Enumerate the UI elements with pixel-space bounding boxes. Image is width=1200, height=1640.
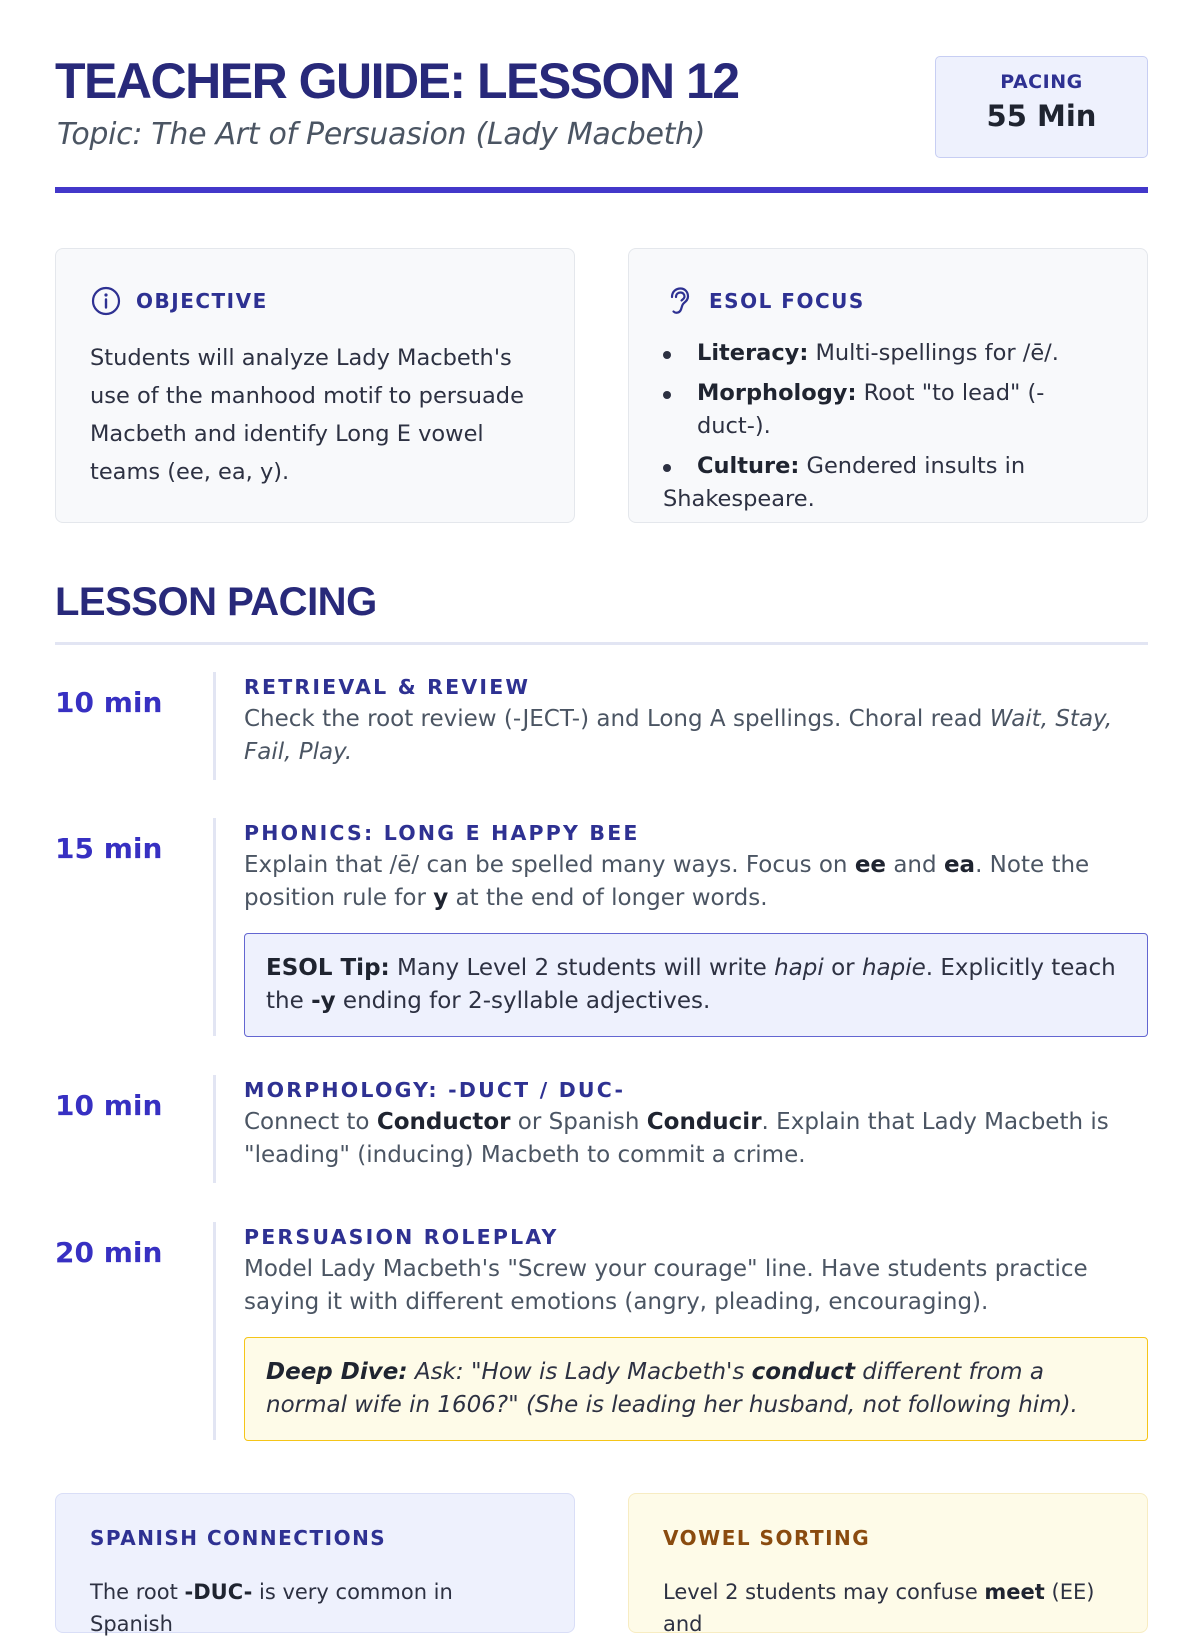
section-divider [55, 642, 1148, 645]
timeline-line [213, 1075, 216, 1183]
step-title: PERSUASION ROLEPLAY [244, 1225, 559, 1249]
spanish-connections-text: The root -DUC- is very common in Spanish [90, 1580, 453, 1636]
pacing-step [55, 1075, 1148, 1183]
deep-dive-callout: Deep Dive: Ask: "How is Lady Macbeth's conduct different from a normal wife in 1606?" (She is leading her husband, not following him). [244, 1337, 1148, 1441]
step-time: 15 min [55, 832, 163, 865]
vowel-sorting-text: Level 2 students may confuse meet (EE) and [663, 1580, 1095, 1636]
pacing-badge [935, 56, 1148, 158]
bullet [663, 351, 671, 359]
pacing-step [55, 1222, 1148, 1440]
bullet [663, 464, 671, 472]
info-icon [90, 285, 122, 317]
esol-text: Gendered insults in Shakespeare. [663, 453, 1026, 512]
page-subtitle: Topic: The Art of Persuasion (Lady Macbeth) [57, 117, 706, 152]
step-time: 20 min [55, 1236, 163, 1269]
esol-term: Literacy: [697, 340, 809, 366]
teacher-guide-page [55, 0, 1148, 1636]
step-content [244, 672, 1148, 769]
step-text: Check the root review (-JECT-) and Long A spellings. Choral read Wait, Stay, Fail, Play. [244, 706, 1113, 765]
step-content [244, 1075, 1148, 1172]
step-text: Model Lady Macbeth's "Screw your courage" line. Have students practice saying it with different emotions (angry, pleading, encouraging). [244, 1256, 1088, 1315]
objective-card [55, 248, 575, 523]
esol-tip-callout: ESOL Tip: Many Level 2 students will write hapi or hapie. Explicitly teach the -y ending for 2-syllable adjectives. [244, 933, 1148, 1037]
vowel-sorting-title: VOWEL SORTING [663, 1526, 871, 1550]
pacing-value: 55 Min [986, 99, 1097, 133]
header [55, 0, 1148, 196]
objective-label: OBJECTIVE [136, 289, 268, 313]
step-title: PHONICS: LONG E HAPPY BEE [244, 821, 640, 845]
bullet [663, 391, 671, 399]
section-title-lesson-pacing: LESSON PACING [55, 580, 377, 624]
step-time: 10 min [55, 686, 163, 719]
pacing-label: PACING [1000, 71, 1083, 93]
step-text: Connect to Conductor or Spanish Conducir. Explain that Lady Macbeth is "leading" (inducing) Macbeth to commit a crime. [244, 1109, 1109, 1168]
esol-term: Morphology: [697, 380, 857, 406]
step-content [244, 1222, 1148, 1441]
esol-text: Root "to lead" (-duct-). [697, 380, 1045, 439]
spanish-connections-title: SPANISH CONNECTIONS [90, 1526, 387, 1550]
esol-focus-card [628, 248, 1148, 523]
esol-text: Multi-spellings for /ē/. [808, 340, 1059, 366]
esol-term: Culture: [697, 453, 800, 479]
page-title: TEACHER GUIDE: LESSON 12 [55, 53, 739, 109]
ear-icon [663, 285, 695, 317]
step-content [244, 818, 1148, 1037]
vowel-sorting-card [628, 1493, 1148, 1636]
objective-text: Students will analyze Lady Macbeth's use of the manhood motif to persuade Macbeth and identify Long E vowel teams (ee, ea, y). [90, 345, 524, 485]
step-title: RETRIEVAL & REVIEW [244, 675, 531, 699]
timeline-line [213, 818, 216, 1036]
objective-header [90, 285, 540, 317]
timeline-line [213, 672, 216, 780]
header-divider [55, 187, 1148, 193]
timeline-line [213, 1222, 216, 1440]
spanish-connections-card [55, 1493, 575, 1636]
esol-focus-list [663, 337, 1113, 516]
pacing-step [55, 818, 1148, 1036]
list-item [663, 377, 1113, 443]
pacing-step [55, 672, 1148, 780]
list-item [663, 337, 1113, 370]
step-time: 10 min [55, 1089, 163, 1122]
list-item [663, 450, 1113, 516]
step-title: MORPHOLOGY: -DUCT / DUC- [244, 1078, 626, 1102]
esol-focus-label: ESOL FOCUS [709, 289, 865, 313]
info-cards [55, 248, 1148, 523]
step-text: Explain that /ē/ can be spelled many ways. Focus on ee and ea. Note the position rule for y at the end of longer words. [244, 852, 1090, 911]
esol-focus-header [663, 285, 1113, 317]
